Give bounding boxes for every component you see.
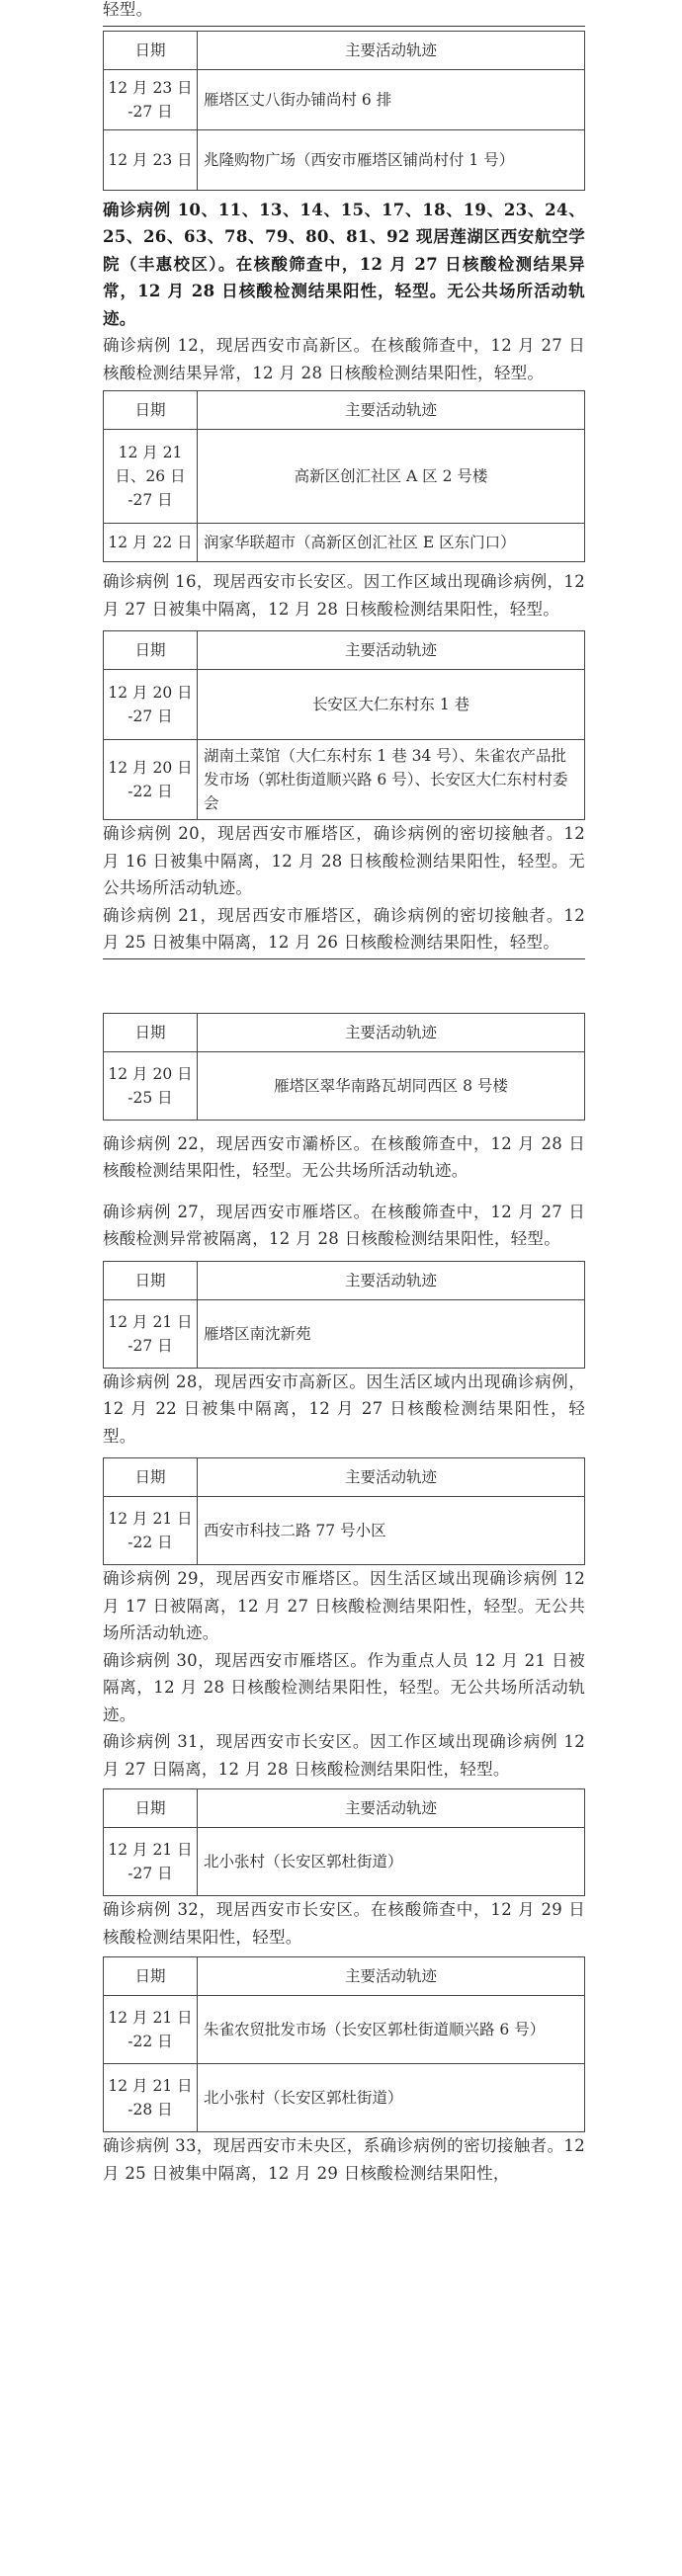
case-27-paragraph: 确诊病例 27，现居西安市雁塔区。在核酸筛查中，12 月 27 日核酸检测异常被隔离，12 月 28 日核酸检测结果阳性，轻型。 bbox=[103, 1202, 585, 1248]
row-date: 12 月 21 日 -27 日 bbox=[104, 1828, 198, 1896]
header-track: 主要活动轨迹 bbox=[198, 31, 585, 69]
divider bbox=[103, 26, 585, 27]
row-place: 北小张村（长安区郭杜街道） bbox=[198, 2064, 585, 2132]
activity-table-7 bbox=[103, 1788, 585, 1896]
case-30-paragraph: 确诊病例 30，现居西安市雁塔区。作为重点人员 12 月 21 日被隔离，12 月 28 日核酸检测结果阳性，轻型。无公共场所活动轨迹。 bbox=[103, 1650, 585, 1724]
table-row bbox=[104, 1996, 585, 2064]
header-track: 主要活动轨迹 bbox=[198, 391, 585, 430]
document-page bbox=[103, 0, 585, 2187]
cases-group-paragraph: 确诊病例 10、11、13、14、15、17、18、19、23、24、25、26、63、78、79、80、81、92 现居莲湖区西安航空学院（丰惠校区）。在核酸筛查中，12 月 27 日核酸检测结果异常，12 月 28 日核酸检测结果阳性，轻型。无公共场所活动轨迹。 bbox=[103, 200, 585, 328]
header-track: 主要活动轨迹 bbox=[198, 1458, 585, 1497]
row-date: 12 月 21 日 -27 日 bbox=[104, 1299, 198, 1368]
case-20-paragraph: 确诊病例 20，现居西安市雁塔区，确诊病例的密切接触者。12 月 16 日被集中隔离，12 月 28 日核酸检测结果阳性，轻型。无公共场所活动轨迹。 bbox=[103, 824, 585, 897]
table-row bbox=[104, 524, 585, 562]
row-date: 12 月 22 日 bbox=[104, 524, 198, 562]
header-date: 日期 bbox=[104, 31, 198, 69]
activity-table-8 bbox=[103, 1956, 585, 2132]
row-date: 12 月 23 日 bbox=[104, 129, 198, 190]
activity-table-5 bbox=[103, 1261, 585, 1369]
header-date: 日期 bbox=[104, 1458, 198, 1497]
table-row bbox=[104, 69, 585, 129]
case-21-paragraph: 确诊病例 21，现居西安市雁塔区，确诊病例的密切接触者。12 月 25 日被集中隔离，12 月 26 日核酸检测结果阳性，轻型。 bbox=[103, 905, 585, 952]
row-date: 12 月 20 日 -25 日 bbox=[104, 1051, 198, 1120]
row-date: 12 月 21 日 -22 日 bbox=[104, 1996, 198, 2064]
activity-table-6 bbox=[103, 1457, 585, 1565]
activity-table-2 bbox=[103, 390, 585, 562]
table-row bbox=[104, 2064, 585, 2132]
table-row bbox=[104, 670, 585, 740]
table-row bbox=[104, 129, 585, 190]
row-date: 12 月 21 日、26 日 -27 日 bbox=[104, 430, 198, 524]
header-track: 主要活动轨迹 bbox=[198, 1013, 585, 1051]
table-row bbox=[104, 1828, 585, 1896]
row-place: 北小张村（长安区郭杜街道） bbox=[198, 1828, 585, 1896]
top-tail-text: 轻型。 bbox=[103, 0, 153, 19]
header-track: 主要活动轨迹 bbox=[198, 1261, 585, 1299]
row-date: 12 月 23 日 -27 日 bbox=[104, 69, 198, 129]
activity-table-4 bbox=[103, 1013, 585, 1121]
table-row bbox=[104, 1299, 585, 1368]
row-place: 高新区创汇社区 A 区 2 号楼 bbox=[198, 430, 585, 524]
header-date: 日期 bbox=[104, 391, 198, 430]
case-32-paragraph: 确诊病例 32，现居西安市长安区。在核酸筛查中，12 月 29 日核酸检测结果阳性，轻型。 bbox=[103, 1900, 585, 1947]
row-date: 12 月 20 日 -22 日 bbox=[104, 740, 198, 820]
case-16-paragraph: 确诊病例 16，现居西安市长安区。因工作区域出现确诊病例，12 月 27 日被集中隔离，12 月 28 日核酸检测结果阳性，轻型。 bbox=[103, 572, 585, 619]
case-28-paragraph: 确诊病例 28，现居西安市高新区。因生活区域内出现确诊病例，12 月 22 日被集中隔离，12 月 27 日核酸检测结果阳性，轻型。 bbox=[103, 1371, 585, 1446]
case-29-paragraph: 确诊病例 29，现居西安市雁塔区。因生活区域出现确诊病例 12 月 17 日被隔离，12 月 27 日核酸检测结果阳性，轻型。无公共场所活动轨迹。 bbox=[103, 1569, 585, 1642]
table-row bbox=[104, 740, 585, 820]
row-date: 12 月 21 日 -22 日 bbox=[104, 1497, 198, 1565]
row-place: 雁塔区南沈新苑 bbox=[198, 1299, 585, 1368]
table-row bbox=[104, 430, 585, 524]
case-12-paragraph: 确诊病例 12，现居西安市高新区。在核酸筛查中，12 月 27 日核酸检测结果异常，12 月 28 日核酸检测结果阳性，轻型。 bbox=[103, 336, 585, 382]
row-place: 润家华联超市（高新区创汇社区 E 区东门口） bbox=[198, 524, 585, 562]
case-33-paragraph: 确诊病例 33，现居西安市未央区，系确诊病例的密切接触者。12 月 25 日被集中隔离，12 月 29 日核酸检测结果阳性， bbox=[103, 2136, 585, 2183]
header-date: 日期 bbox=[104, 1957, 198, 1996]
case-31-paragraph: 确诊病例 31，现居西安市长安区。因工作区域出现确诊病例 12 月 27 日隔离，12 月 28 日核酸检测结果阳性，轻型。 bbox=[103, 1732, 585, 1779]
activity-table-3 bbox=[103, 630, 585, 820]
row-place: 湖南土菜馆（大仁东村东 1 巷 34 号）、朱雀农产品批发市场（郭杜街道顺兴路 6 号）、长安区大仁东村村委会 bbox=[198, 740, 585, 820]
activity-table-1 bbox=[103, 31, 585, 191]
header-track: 主要活动轨迹 bbox=[198, 631, 585, 670]
row-place: 雁塔区丈八街办铺尚村 6 排 bbox=[198, 69, 585, 129]
header-date: 日期 bbox=[104, 1261, 198, 1299]
row-place: 兆隆购物广场（西安市雁塔区铺尚村付 1 号） bbox=[198, 129, 585, 190]
row-place: 长安区大仁东村东 1 巷 bbox=[198, 670, 585, 740]
header-track: 主要活动轨迹 bbox=[198, 1957, 585, 1996]
row-date: 12 月 20 日 -27 日 bbox=[104, 670, 198, 740]
row-place: 西安市科技二路 77 号小区 bbox=[198, 1497, 585, 1565]
header-date: 日期 bbox=[104, 631, 198, 670]
table-row bbox=[104, 1497, 585, 1565]
row-date: 12 月 21 日 -28 日 bbox=[104, 2064, 198, 2132]
table-row bbox=[104, 1051, 585, 1120]
header-date: 日期 bbox=[104, 1013, 198, 1051]
header-date: 日期 bbox=[104, 1789, 198, 1828]
row-place: 朱雀农贸批发市场（长安区郭杜街道顺兴路 6 号） bbox=[198, 1996, 585, 2064]
case-22-paragraph: 确诊病例 22，现居西安市灞桥区。在核酸筛查中，12 月 28 日核酸检测结果阳性，轻型。无公共场所活动轨迹。 bbox=[103, 1133, 585, 1180]
header-track: 主要活动轨迹 bbox=[198, 1789, 585, 1828]
row-place: 雁塔区翠华南路瓦胡同西区 8 号楼 bbox=[198, 1051, 585, 1120]
